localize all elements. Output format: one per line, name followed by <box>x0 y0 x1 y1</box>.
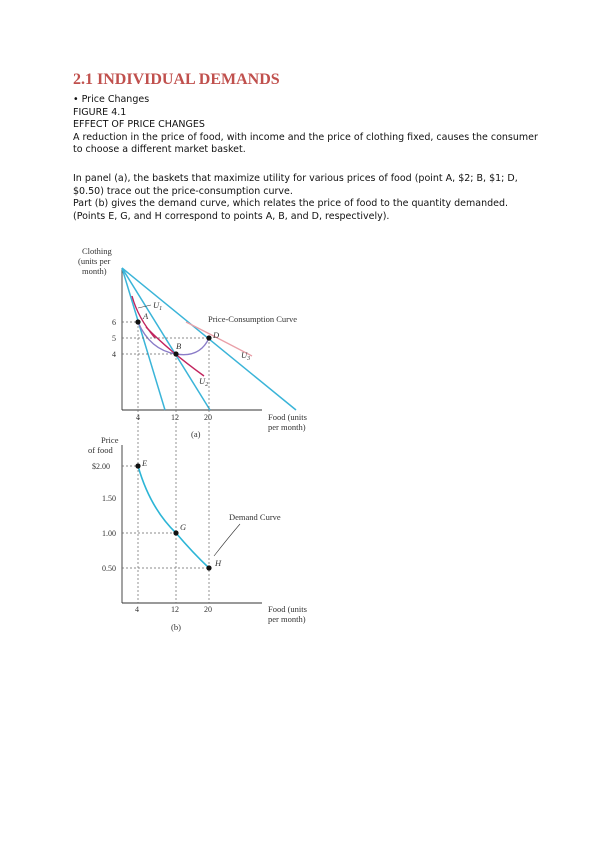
point-e <box>135 463 140 468</box>
panel-a-ylabel-line2: (units per <box>78 256 111 266</box>
panel-a-xtick-12: 12 <box>171 413 179 422</box>
panel-b-label: (b) <box>171 622 181 632</box>
panel-b-ytick-1-50: 1.50 <box>102 494 116 503</box>
demand-curve <box>138 466 209 568</box>
point-d <box>206 335 211 340</box>
panel-b-xlabel-line1: Food (units <box>268 604 307 614</box>
panel-b-ylabel-line1: Price <box>101 435 119 445</box>
label-g: G <box>180 522 187 532</box>
panel-a-xlabel-line1: Food (units <box>268 412 307 422</box>
point-g <box>173 530 178 535</box>
panel-b <box>88 410 307 632</box>
panel-a-ylabel-line3: month) <box>82 266 107 276</box>
caption-paragraph-3: Part (b) gives the demand curve, which relates the price of food to the quantity demanded. (Points E, G, and H correspond to points A, B, and D, respectively). <box>73 198 509 222</box>
panel-a-xtick-4: 4 <box>136 413 140 422</box>
budget-line-2 <box>122 268 210 410</box>
panel-a-ytick-5: 5 <box>112 334 116 343</box>
label-a: A <box>143 311 149 321</box>
label-u3: $U_3$ <box>241 350 251 362</box>
label-e: E <box>142 458 148 468</box>
caption-paragraph-2: In panel (a), the baskets that maximize utility for various prices of food (point A, $2; B, $1; D, $0.50) trace out the price-consumption curve. <box>73 173 518 197</box>
panel-a-xtick-20: 20 <box>204 413 212 422</box>
bullet-price-changes: • Price Changes <box>73 94 150 105</box>
panel-b-ytick-2-00: $2.00 <box>92 462 110 471</box>
panel-b-xtick-12: 12 <box>171 605 179 614</box>
panel-a <box>78 246 307 439</box>
panel-b-ytick-1-00: 1.00 <box>102 529 116 538</box>
figure-number: FIGURE 4.1 <box>73 106 127 118</box>
panel-b-xlabel-line2: per month) <box>268 614 306 624</box>
point-a <box>135 319 140 324</box>
label-u1: $U_1$ <box>153 300 163 312</box>
panel-b-xtick-4: 4 <box>135 605 139 614</box>
caption-paragraph-1: A reduction in the price of food, with income and the price of clothing fixed, causes the consumer to choose a different market basket. <box>73 131 538 155</box>
price-consumption-label: Price-Consumption Curve <box>208 314 298 324</box>
label-h: H <box>215 558 222 568</box>
point-h <box>206 565 211 570</box>
point-b <box>173 351 178 356</box>
panel-b-ylabel-line2: of food <box>88 445 113 455</box>
label-u2: $U_2$ <box>199 376 209 388</box>
panel-a-ylabel-line1: Clothing <box>82 246 112 256</box>
label-d: D <box>213 330 220 340</box>
panel-a-ytick-6: 6 <box>112 318 116 327</box>
page-title: 2.1 INDIVIDUAL DEMANDS <box>73 71 280 88</box>
figure-title: EFFECT OF PRICE CHANGES <box>73 119 205 130</box>
panel-a-label: (a) <box>191 429 201 439</box>
panel-b-xtick-20: 20 <box>204 605 212 614</box>
label-b: B <box>176 341 182 351</box>
indifference-curve-u2 <box>146 327 204 376</box>
panel-a-ytick-4: 4 <box>112 350 116 359</box>
demand-curve-label: Demand Curve <box>229 512 281 522</box>
panel-a-xlabel-line2: per month) <box>268 422 306 432</box>
panel-a-guides <box>122 322 209 410</box>
demand-curve-pointer <box>214 524 240 556</box>
panel-b-ytick-0-50: 0.50 <box>102 564 116 573</box>
